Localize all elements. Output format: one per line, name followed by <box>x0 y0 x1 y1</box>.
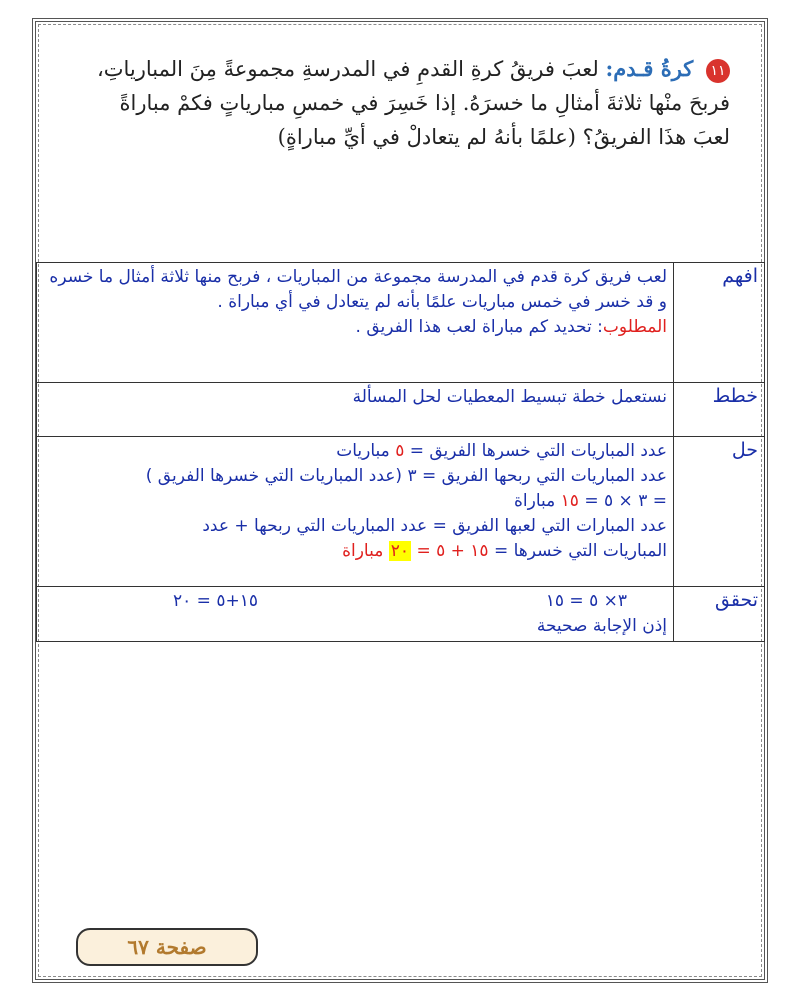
required-label: المطلوب <box>602 317 667 337</box>
content-check <box>37 587 674 642</box>
page-number-label: صفحة ٦٧ <box>76 928 258 966</box>
check-conclusion: إذن الإجابة صحيحة <box>536 616 667 636</box>
label-check: تحقق <box>674 587 765 642</box>
solve-line-1: عدد المباريات التي خسرها الفريق = ٥ مباريات <box>336 441 667 461</box>
answer-highlight: ٢٠ <box>390 541 410 561</box>
solve-line-5: المباريات التي خسرها = ١٥ + ٥ = ٢٠ مباراة <box>342 541 667 561</box>
label-plan: خطط <box>674 383 765 437</box>
solution-table <box>36 262 765 642</box>
label-solve: حل <box>674 437 765 587</box>
content-solve <box>37 437 674 587</box>
content-understand <box>37 263 674 383</box>
row-check <box>37 587 765 642</box>
solve-line-3: = ٣ × ٥ = ١٥ مباراة <box>514 491 667 511</box>
row-understand <box>37 263 765 383</box>
solve-line-4: عدد المبارات التي لعبها الفريق = عدد المباريات التي ربحها + عدد <box>202 516 667 536</box>
row-solve <box>37 437 765 587</box>
problem-statement <box>90 52 730 154</box>
row-plan <box>37 383 765 437</box>
problem-title: كرةُ قـدم: <box>605 56 694 81</box>
check-eq-1: ٣× ٥ = ١٥ <box>545 591 627 611</box>
problem-text: لعبَ فريقُ كرةِ القدمِ في المدرسةِ مجموعةً مِنَ المبارياتِ، فربحَ منْها ثلاثةَ أمثالِ ما خسرَهُ. إذا خَسِرَ في خمسِ مبارياتٍ فكمْ مباراةً لعبَ هذَا الفريقُ؟ (علمًا بأنهُ لم يتعادلْ في أيِّ مباراةٍ) <box>96 57 730 149</box>
problem-number-badge: ١١ <box>706 59 730 83</box>
label-understand: افهم <box>674 263 765 383</box>
solve-line-2: عدد المباريات التي ربحها الفريق = ٣ (عدد المباريات التي خسرها الفريق ) <box>145 466 667 486</box>
required-text: : تحديد كم مباراة لعب هذا الفريق . <box>355 317 603 337</box>
understand-text: لعب فريق كرة قدم في المدرسة مجموعة من المباريات ، فربح منها ثلاثة أمثال ما خسره و قد خسر في خمس مباريات علمًا بأنه لم يتعادل في أي مباراة . <box>49 267 667 312</box>
check-eq-2: ١٥+٥ = ٢٠ <box>173 591 258 611</box>
check-equations <box>43 589 667 614</box>
content-plan: نستعمل خطة تبسيط المعطيات لحل المسألة <box>37 383 674 437</box>
